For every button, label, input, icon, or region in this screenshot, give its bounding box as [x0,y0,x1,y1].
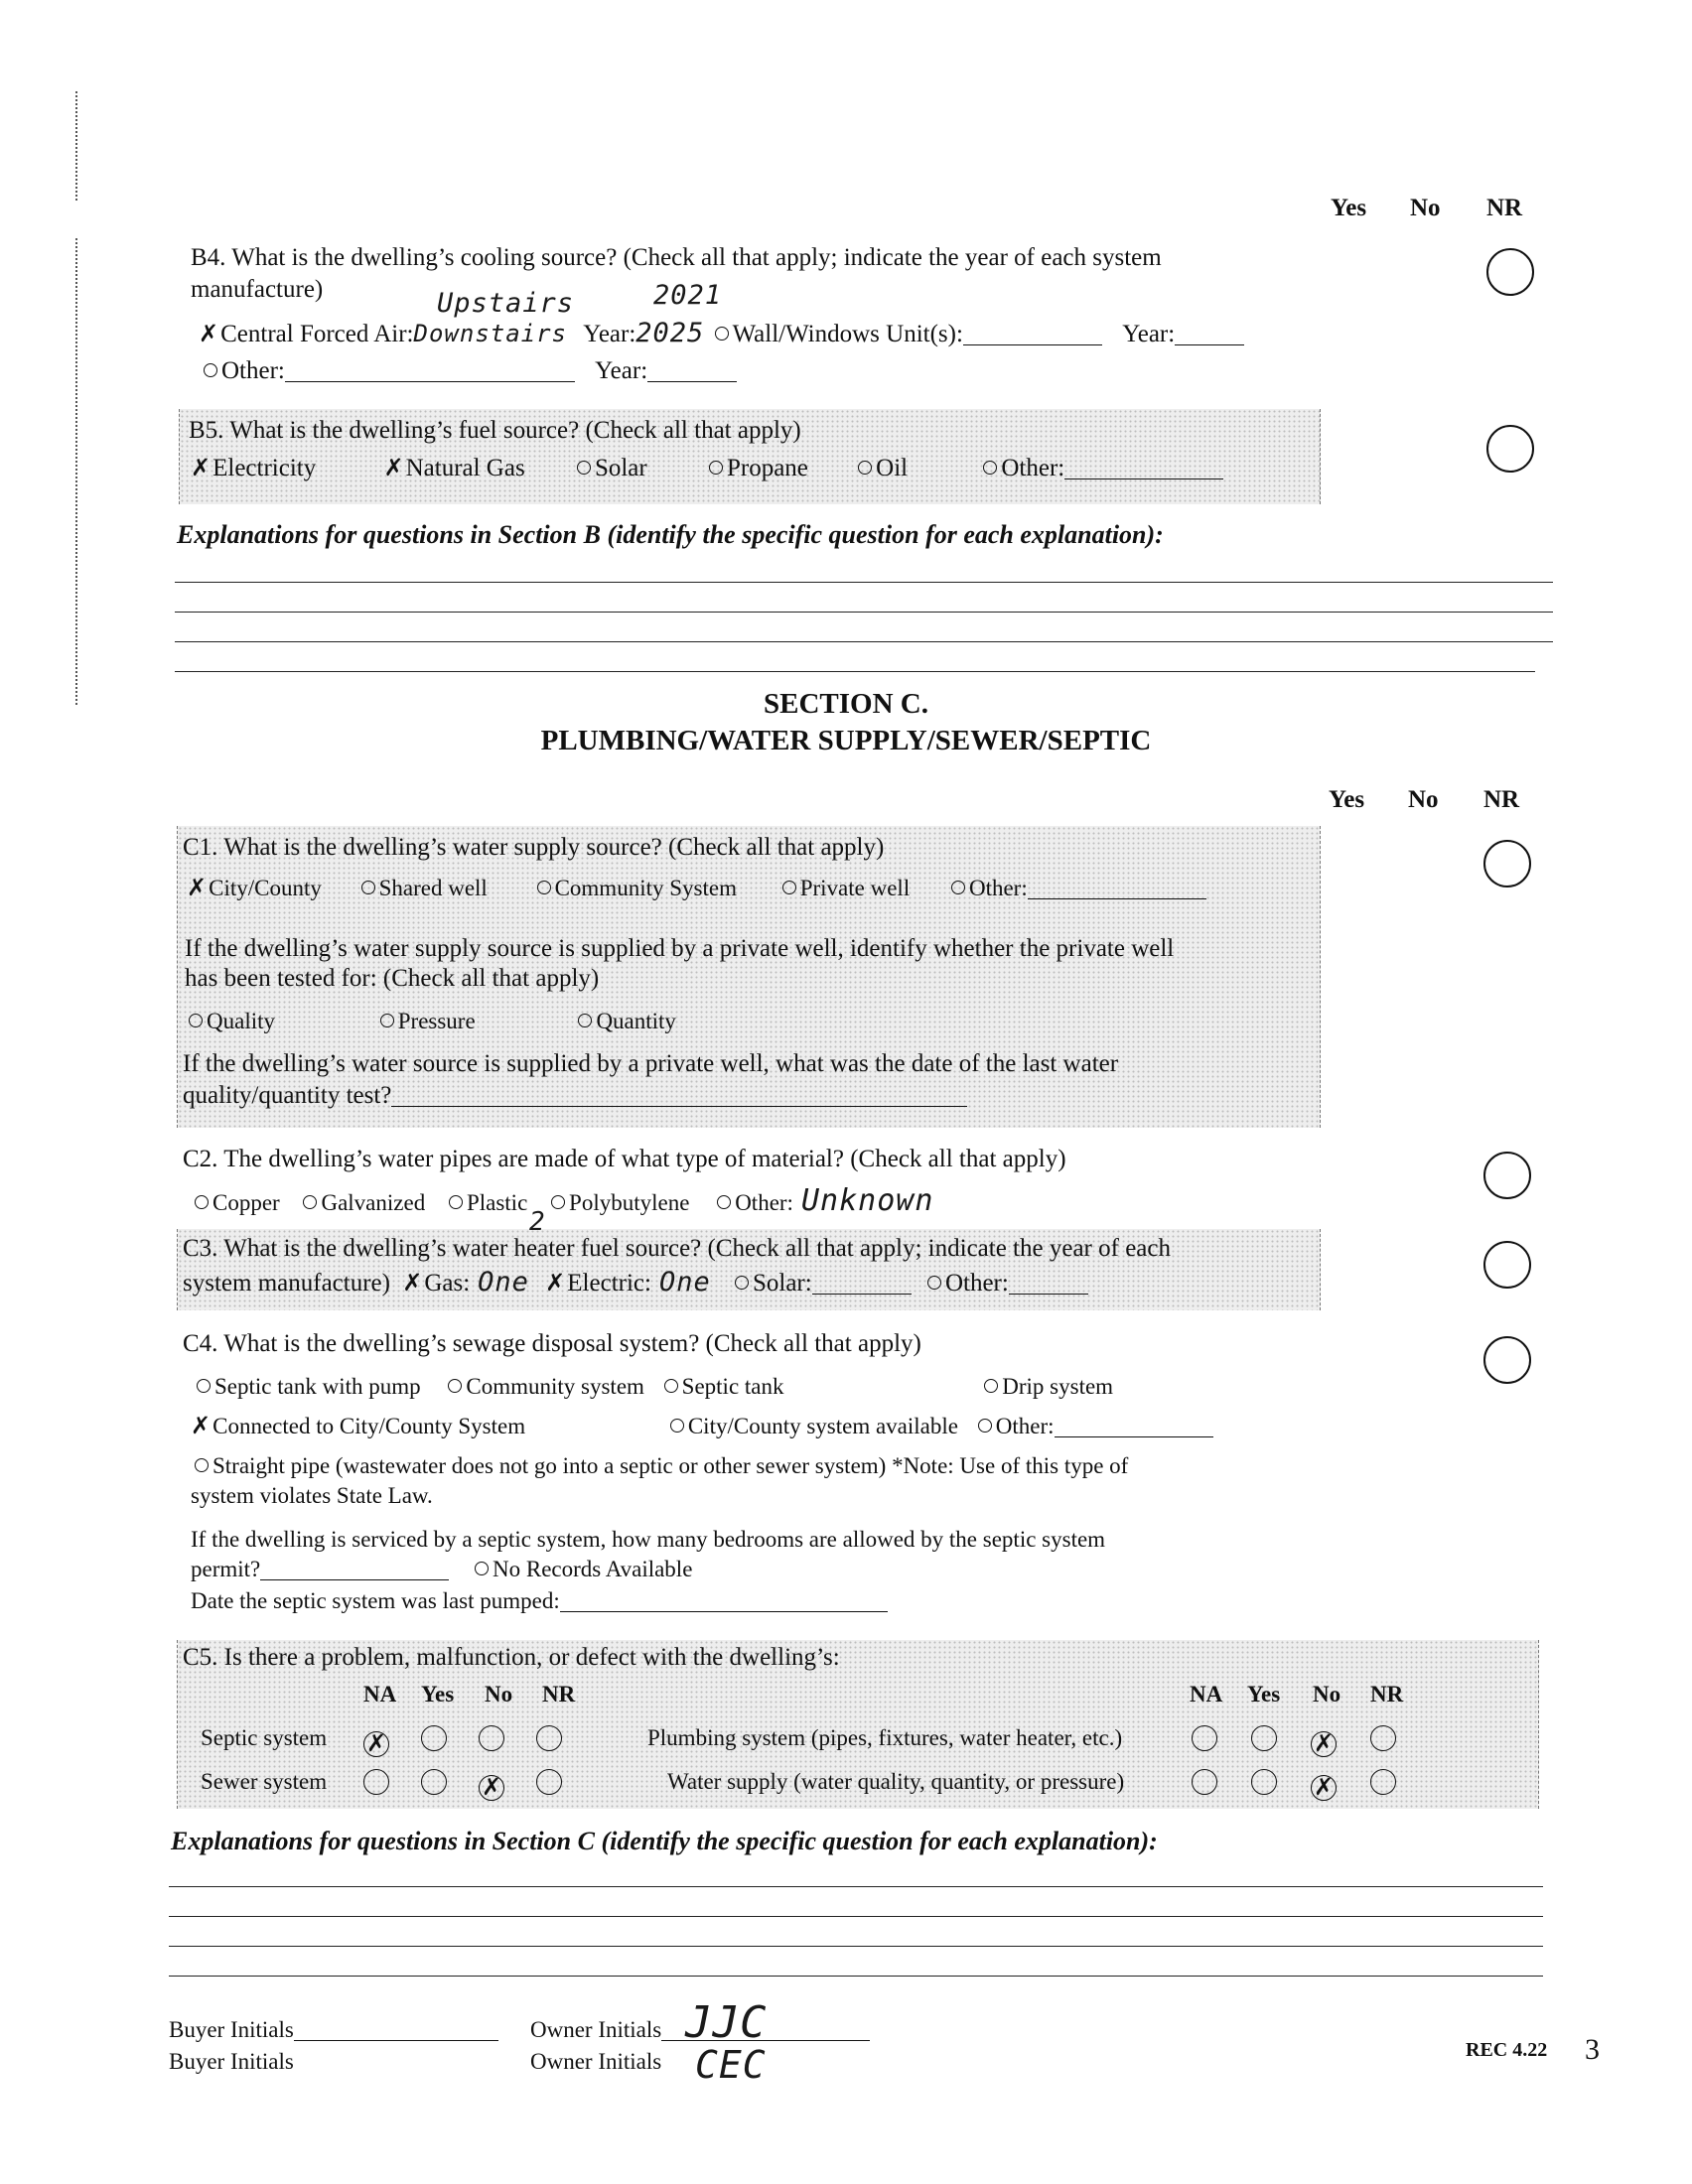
c2-options [195,1183,933,1218]
c5-header-yes: Yes [421,1682,455,1706]
form-id: REC 4.22 [1466,2039,1548,2061]
copper-radio[interactable] [195,1195,209,1209]
other-field[interactable] [1009,1274,1088,1295]
sewer-system-label: Sewer system [201,1769,328,1794]
water-yes-radio[interactable] [1251,1769,1277,1795]
plastic-radio[interactable] [449,1195,463,1209]
pressure-label: Pressure [397,1009,476,1033]
explain-line [175,671,1535,672]
section-c-subtitle: PLUMBING/WATER SUPPLY/SEWER/SEPTIC [540,725,1152,756]
b4-nr-radio[interactable] [1486,248,1534,296]
galvanized-radio[interactable] [303,1195,317,1209]
handwriting-electric: One [658,1267,711,1297]
water-na-radio[interactable] [1192,1769,1217,1795]
plumbing-nr-radio[interactable] [1370,1725,1396,1751]
handwriting-year-upstairs: 2021 [653,280,723,311]
water-supply-row [1192,1769,1396,1801]
c5-header-nr: NR [542,1682,576,1706]
c4-question: C4. What is the dwelling’s sewage disposal system? (Check all that apply) [183,1330,921,1357]
shared-well-label: Shared well [378,876,488,900]
sewer-nr-radio[interactable] [536,1769,562,1795]
sewer-yes-radio[interactable] [421,1769,447,1795]
checked-mark-icon[interactable]: ✗ [191,454,212,481]
explain-line [175,612,1553,613]
c1-tested-text: If the dwelling’s water supply source is supplied by a private well, identify whether the private well [185,935,1175,962]
connected-label: Connected to City/County System [212,1414,526,1438]
plumbing-system-row [1192,1725,1396,1757]
sewer-system-row [363,1769,562,1801]
explain-b-heading: Explanations for questions in Section B (identify the specific question for each explanation): [177,520,1164,549]
other-label: Other: [221,357,285,384]
c1-date-text-cont [183,1082,967,1110]
explain-line [175,582,1553,583]
c5-header-na: NA [363,1682,397,1706]
straight-pipe-label: Straight pipe (wastewater does not go into a septic or other sewer system) *Note: Use of this type of [212,1453,1129,1478]
c1-nr-radio[interactable] [1483,840,1531,887]
col-no-header: No [1410,195,1441,221]
septic-tank-label: Septic tank [681,1374,784,1399]
c5-header-na: NA [1190,1682,1223,1706]
available-label: City/County system available [687,1414,958,1438]
propane-label: Propane [726,455,808,481]
drip-system-label: Drip system [1002,1374,1114,1399]
explain-line [169,1976,1543,1977]
margin-mark [75,91,77,201]
septic-yes-radio[interactable] [421,1725,447,1751]
c1-date-text: If the dwelling’s water source is supplied by a private well, what was the date of the last water [183,1050,1119,1077]
electric-label: Electric: [567,1270,651,1297]
available-radio[interactable] [670,1419,684,1433]
solar-field[interactable] [812,1274,912,1295]
bedrooms-field[interactable] [260,1560,449,1580]
c4-row2 [191,1414,1213,1439]
other-year-field[interactable] [647,361,737,382]
c5-header-yes: Yes [1247,1682,1281,1706]
propane-radio[interactable] [709,461,723,475]
no-records-label: No Records Available [493,1557,693,1581]
explain-line [169,1946,1543,1947]
quality-radio[interactable] [189,1014,203,1027]
c4-straight-pipe-cont: system violates State Law. [191,1483,433,1508]
shared-well-radio[interactable] [361,881,375,894]
c1-question: C1. What is the dwelling’s water supply source? (Check all that apply) [183,834,885,861]
galvanized-label: Galvanized [321,1190,426,1215]
other-label: Other: [944,1270,1009,1297]
explain-line [169,1916,1543,1917]
checked-mark-icon[interactable]: ✗ [402,1269,423,1297]
buyer-initials-field[interactable] [294,2020,498,2041]
c1-tested-text-cont: has been tested for: (Check all that apply) [185,965,600,992]
b5-question: B5. What is the dwelling’s fuel source? (Check all that apply) [189,417,801,444]
year-label: Year: [583,321,636,347]
year-label-3: Year: [595,357,648,384]
c5-header-nr: NR [1370,1682,1404,1706]
oil-radio[interactable] [858,461,872,475]
page-number: 3 [1585,2033,1600,2066]
test-date-field[interactable] [391,1086,967,1107]
handwriting-gas: One [478,1267,529,1297]
col-nr-header: NR [1486,195,1523,221]
community-system-label: Community system [466,1374,644,1399]
buyer-initials-1 [169,2017,498,2043]
c4-row1 [197,1374,1113,1400]
community-system-radio[interactable] [537,881,551,894]
quantity-radio[interactable] [578,1014,592,1027]
explain-line [169,1886,1543,1887]
c1-tested-options [189,1009,676,1034]
owner-signature-1: JJC [685,1997,768,2048]
other-label: Other: [968,876,1028,900]
septic-pump-radio[interactable] [197,1379,211,1393]
b5-nr-radio[interactable] [1486,425,1534,473]
c5-header-no: No [485,1682,513,1706]
other-label: Other: [735,1190,793,1215]
central-air-label: Central Forced Air: [220,321,414,347]
c4-straight-pipe [195,1453,1128,1479]
other-label: Other: [1001,455,1065,481]
checked-mark-icon[interactable]: ✗ [187,874,208,901]
septic-system-label: Septic system [201,1725,328,1750]
other-radio[interactable] [978,1419,992,1433]
buyer-initials-2: Buyer Initials [169,2049,294,2074]
wall-year-field[interactable] [1175,325,1244,345]
c3-nr-radio[interactable] [1483,1241,1531,1289]
other-radio[interactable] [204,363,217,377]
quality-label: Quality [207,1009,275,1033]
handwriting-mark: 2 [529,1207,546,1237]
septic-nr-radio[interactable] [536,1725,562,1751]
plumbing-system-label: Plumbing system (pipes, fixtures, water heater, etc.) [647,1725,1123,1750]
gas-label: Gas: [424,1270,471,1297]
septic-system-row [363,1725,562,1757]
other-radio[interactable] [951,881,965,894]
permit-label: permit? [191,1557,261,1581]
pumped-label: Date the septic system was last pumped: [191,1588,560,1613]
polybutylene-radio[interactable] [551,1195,565,1209]
wall-unit-field[interactable] [963,325,1102,345]
solar-label: Solar [594,455,647,481]
plumbing-yes-radio[interactable] [1251,1725,1277,1751]
solar-radio[interactable] [735,1276,749,1290]
b5-options [191,455,1223,482]
city-county-label: City/County [209,876,322,900]
sewer-no-radio[interactable]: ✗ [479,1775,504,1801]
c2-nr-radio[interactable] [1483,1152,1531,1199]
oil-label: Oil [876,455,909,481]
handwriting-upstairs: Upstairs [437,288,575,319]
b4-question-cont: manufacture) [191,276,324,303]
water-nr-radio[interactable] [1370,1769,1396,1795]
solar-radio[interactable] [577,461,591,475]
wall-unit-radio[interactable] [715,327,729,341]
plumbing-na-radio[interactable] [1192,1725,1217,1751]
owner-signature-2: CEC [695,2043,767,2087]
col-yes-header: Yes [1331,195,1367,221]
explain-line [175,641,1553,642]
b4-question: B4. What is the dwelling’s cooling source? (Check all that apply; indicate the year of each system [191,244,1162,271]
water-supply-label: Water supply (water quality, quantity, or pressure) [667,1769,1125,1794]
septic-na-radio[interactable]: ✗ [363,1731,389,1757]
natural-gas-label: Natural Gas [405,455,525,481]
section-c-title: SECTION C. [764,688,928,720]
pumped-date-field[interactable] [560,1591,888,1612]
c1-options [187,876,1206,901]
c4-nr-radio[interactable] [1483,1336,1531,1384]
c4-pumped [191,1588,888,1614]
margin-mark [75,238,77,705]
owner-initials-2: Owner Initials [530,2049,662,2074]
year-label-2: Year: [1122,321,1176,347]
checked-mark-icon[interactable]: ✗ [199,320,219,347]
col-no-header: No [1408,786,1439,813]
c5-header-no: No [1313,1682,1341,1706]
owner-initials-label: Owner Initials [530,2017,662,2042]
quantity-label: Quantity [596,1009,676,1033]
community-system-label: Community System [554,876,737,900]
other-radio[interactable] [717,1195,731,1209]
copper-label: Copper [212,1190,280,1215]
wall-unit-label: Wall/Windows Unit(s): [732,321,963,347]
c4-septic-permit [191,1557,692,1582]
community-system-radio[interactable] [448,1379,462,1393]
pressure-radio[interactable] [380,1014,394,1027]
other-label: Other: [995,1414,1055,1438]
no-records-radio[interactable] [475,1562,489,1575]
c5-question: C5. Is there a problem, malfunction, or defect with the dwelling’s: [183,1644,840,1671]
c4-septic-text: If the dwelling is serviced by a septic system, how many bedrooms are allowed by the septic system [191,1527,1106,1552]
septic-pump-label: Septic tank with pump [214,1374,421,1399]
other-field[interactable] [1028,879,1206,899]
plastic-label: Plastic [466,1190,528,1215]
handwriting-downstairs: Downstairs [413,320,568,347]
c2-question: C2. The dwelling’s water pipes are made of what type of material? (Check all that apply) [183,1146,1066,1172]
col-nr-header: NR [1483,786,1520,813]
c3-question-cont: system manufacture) [183,1270,390,1297]
septic-tank-radio[interactable] [664,1379,678,1393]
handwriting-year-downstairs: 2025 [635,318,705,348]
checked-mark-icon[interactable]: ✗ [191,1412,212,1439]
col-yes-header: Yes [1329,786,1365,813]
solar-label: Solar: [752,1270,812,1297]
drip-system-radio[interactable] [984,1379,998,1393]
b4-row1 [199,318,1244,348]
straight-pipe-radio[interactable] [195,1458,209,1472]
plumbing-no-radio[interactable]: ✗ [1311,1731,1337,1757]
electricity-label: Electricity [212,455,317,481]
handwriting-unknown: Unknown [800,1183,934,1218]
private-well-label: Private well [799,876,911,900]
other-field[interactable] [1064,459,1223,479]
water-no-radio[interactable]: ✗ [1311,1775,1337,1801]
other-field[interactable] [285,361,575,382]
explain-c-heading: Explanations for questions in Section C (identify the specific question for each explanation): [171,1827,1158,1855]
other-field[interactable] [1055,1417,1213,1437]
c1-date-label: quality/quantity test? [183,1082,392,1109]
other-radio[interactable] [983,461,997,475]
c3-row2 [183,1267,1088,1297]
c3-question: C3. What is the dwelling’s water heater fuel source? (Check all that apply; indicate the year of each [183,1235,1171,1262]
b4-row2 [204,357,737,385]
sewer-na-radio[interactable] [363,1769,389,1795]
other-radio[interactable] [927,1276,941,1290]
septic-no-radio[interactable] [479,1725,504,1751]
polybutylene-label: Polybutylene [569,1190,690,1215]
checked-mark-icon[interactable]: ✗ [545,1269,566,1297]
checked-mark-icon[interactable]: ✗ [383,454,404,481]
buyer-initials-label: Buyer Initials [169,2017,294,2042]
private-well-radio[interactable] [782,881,796,894]
